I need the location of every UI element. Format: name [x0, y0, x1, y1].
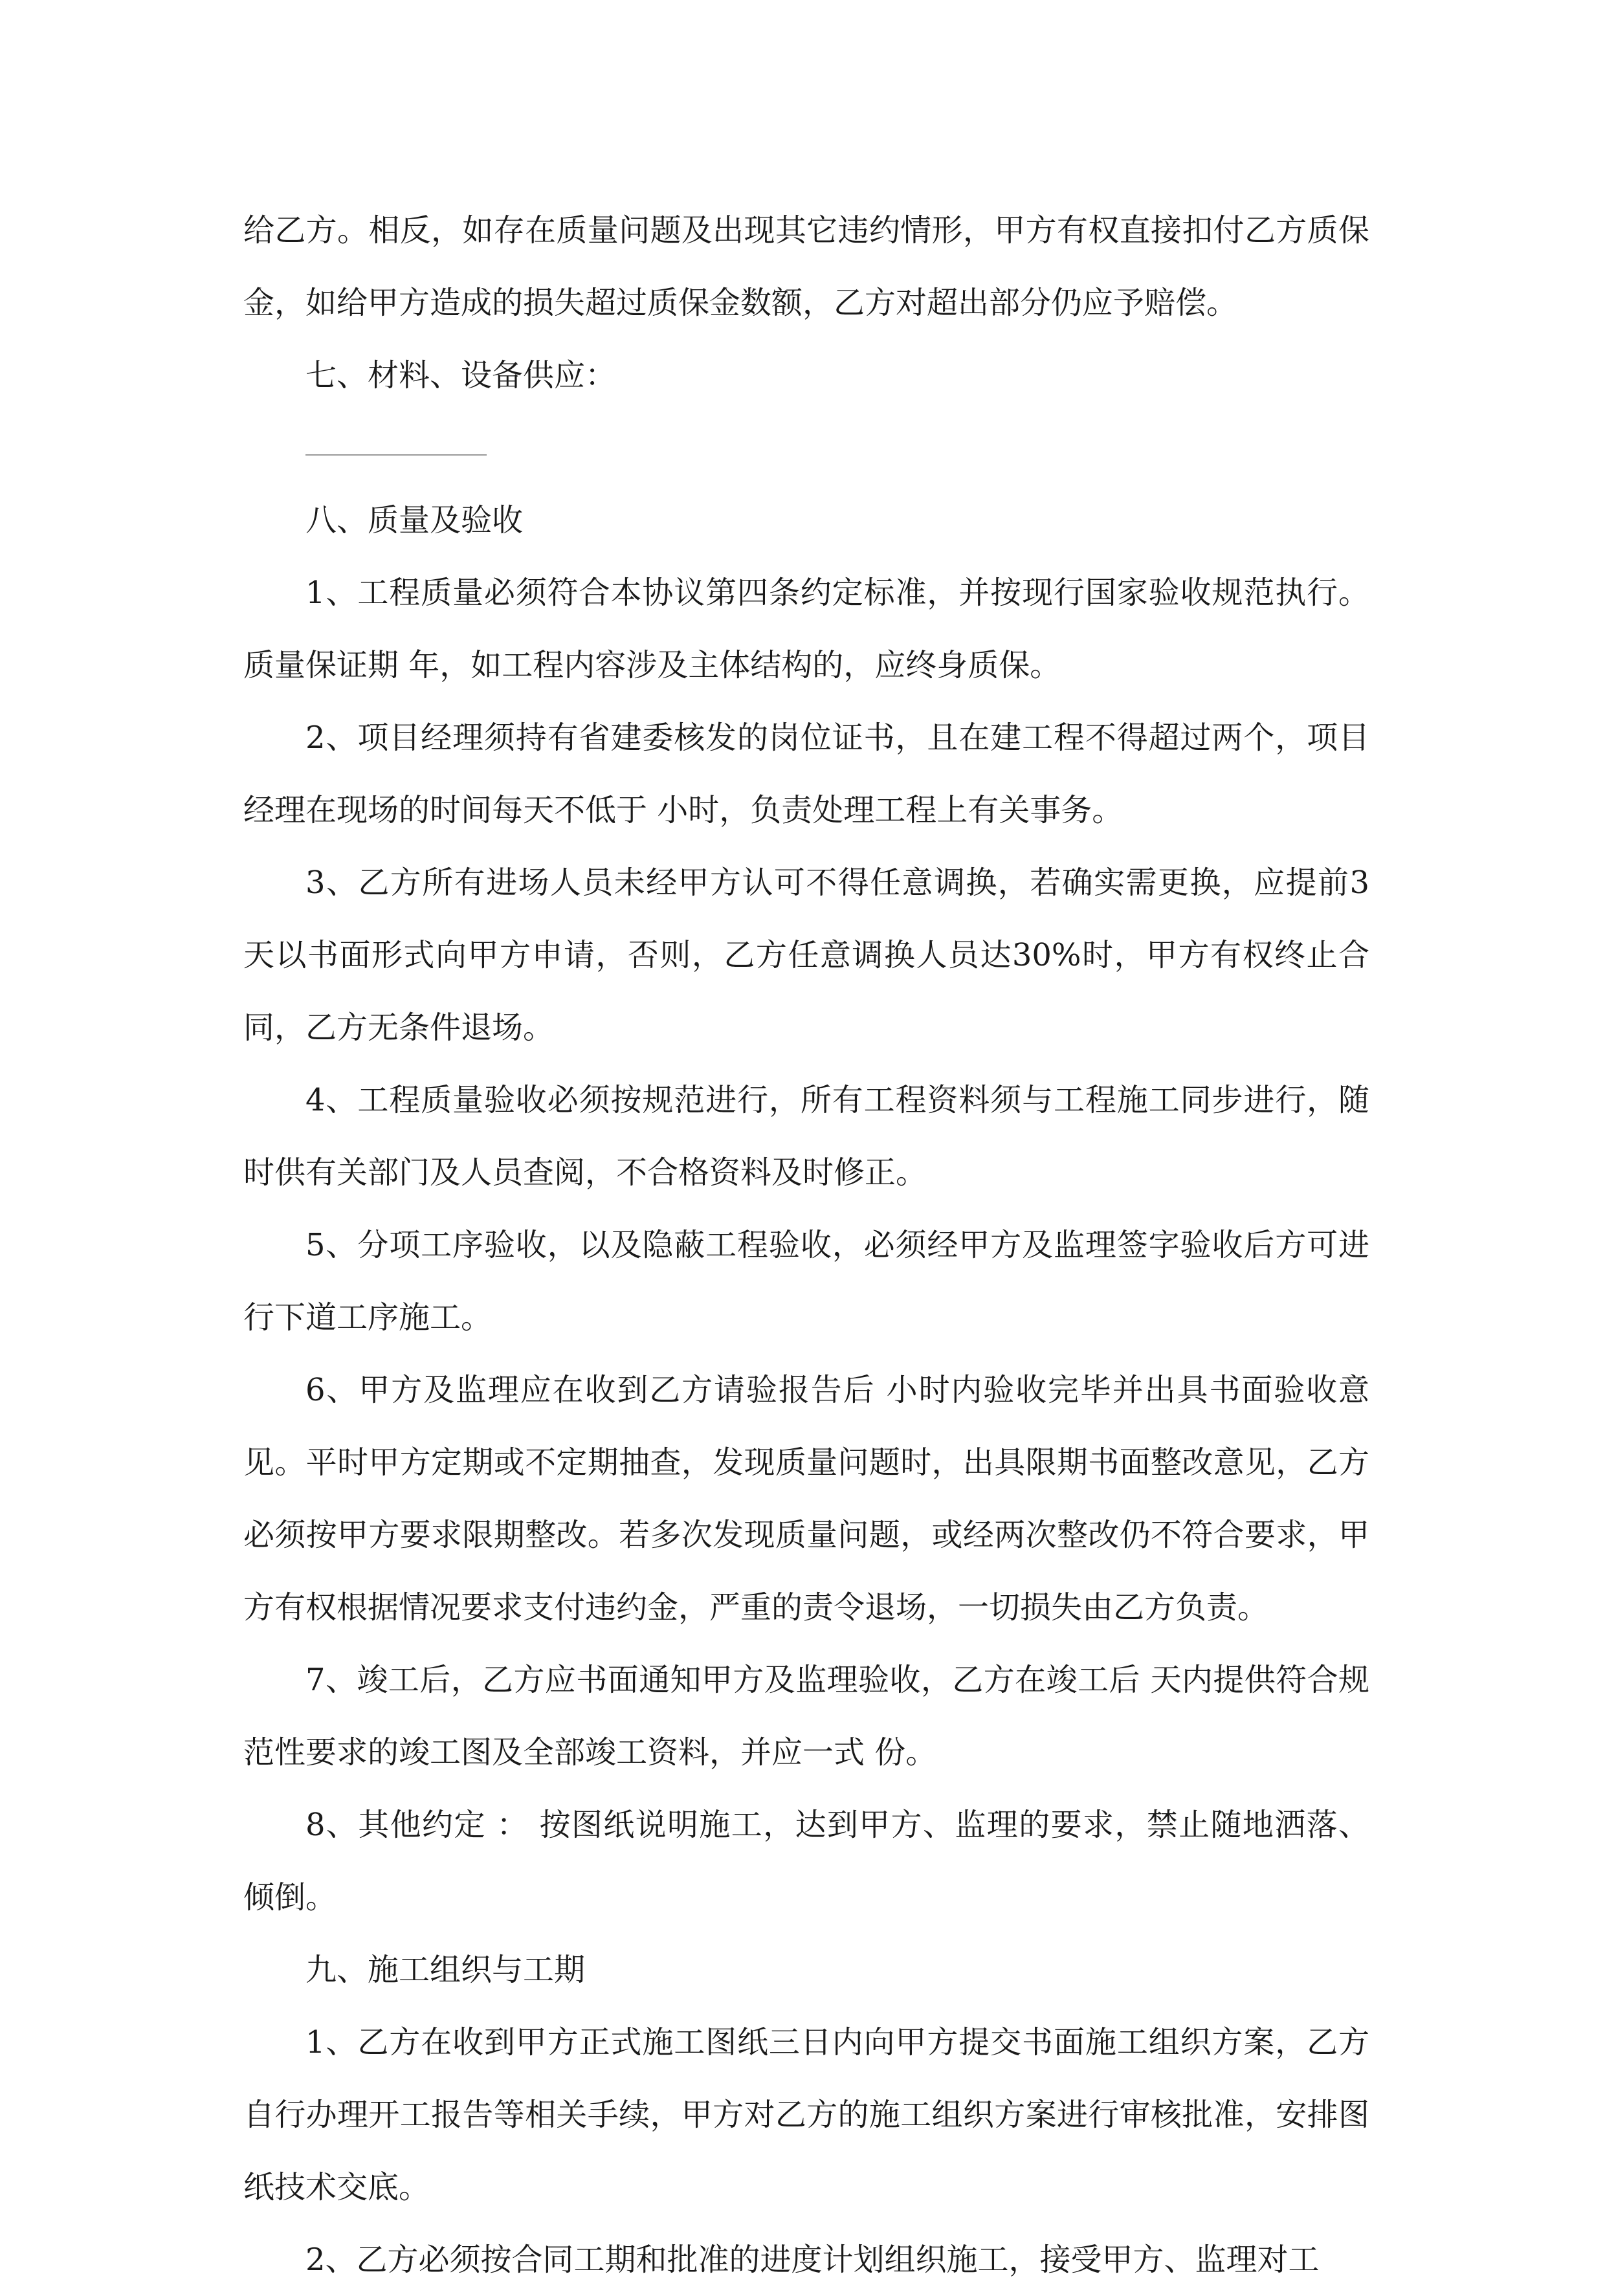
paragraph-item-1: 1、工程质量必须符合本协议第四条约定标准，并按现行国家验收规范执行。质量保证期 年，如工程内容涉及主体结构的，应终身质保。 [243, 575, 1369, 683]
paragraph-schedule-item-1: 1、乙方在收到甲方正式施工图纸三日内向甲方提交书面施工组织方案，乙方自行办理开工报告等相关手续，甲方对乙方的施工组织方案进行审核批准，安排图纸技术交底。 [243, 2024, 1369, 2205]
document-body [243, 194, 1369, 2296]
section-heading-schedule: 九、施工组织与工期 [305, 1952, 586, 1988]
paragraph-quality-deposit: 给乙方。相反，如存在质量问题及出现其它违约情形，甲方有权直接扣付乙方质保金，如给甲方造成的损失超过质保金数额，乙方对超出部分仍应予赔偿。 [243, 212, 1369, 321]
paragraph-item-3: 3、乙方所有进场人员未经甲方认可不得任意调换，若确实需更换，应提前3天以书面形式向甲方申请，否则，乙方任意调换人员达30%时，甲方有权终止合同，乙方无条件退场。 [243, 865, 1369, 1046]
underline-rule [305, 454, 487, 456]
blank-fill-line [243, 412, 1369, 484]
paragraph-item-7: 7、竣工后，乙方应书面通知甲方及监理验收，乙方在竣工后 天内提供符合规范性要求的竣工图及全部竣工资料，并应一式 份。 [243, 1662, 1369, 1771]
paragraph-item-5: 5、分项工序验收，以及隐蔽工程验收，必须经甲方及监理签字验收后方可进行下道工序施工。 [243, 1227, 1369, 1336]
section-heading-materials: 七、材料、设备供应： [305, 357, 617, 393]
paragraph-item-4: 4、工程质量验收必须按规范进行，所有工程资料须与工程施工同步进行，随时供有关部门及人员查阅，不合格资料及时修正。 [243, 1082, 1369, 1191]
paragraph-item-8: 8、其他约定 ： 按图纸说明施工，达到甲方、监理的要求，禁止随地洒落、倾倒。 [243, 1807, 1369, 1915]
paragraph-item-6: 6、甲方及监理应在收到乙方请验报告后 小时内验收完毕并出具书面验收意见。平时甲方定期或不定期抽查，发现质量问题时，出具限期书面整改意见，乙方必须按甲方要求限期整改。若多次发现质量问题，或经两次整改仍不符合要求，甲方有权根据情况要求支付违约金，严重的责令退场，一切损失由乙方负责。 [243, 1372, 1369, 1626]
paragraph-schedule-item-2: 2、乙方必须按合同工期和批准的进度计划组织施工，接受甲方、监理对工 [305, 2242, 1320, 2278]
paragraph-item-2: 2、项目经理须持有省建委核发的岗位证书，且在建工程不得超过两个，项目经理在现场的时间每天不低于 小时，负责处理工程上有关事务。 [243, 720, 1369, 828]
section-heading-quality: 八、质量及验收 [305, 502, 524, 538]
